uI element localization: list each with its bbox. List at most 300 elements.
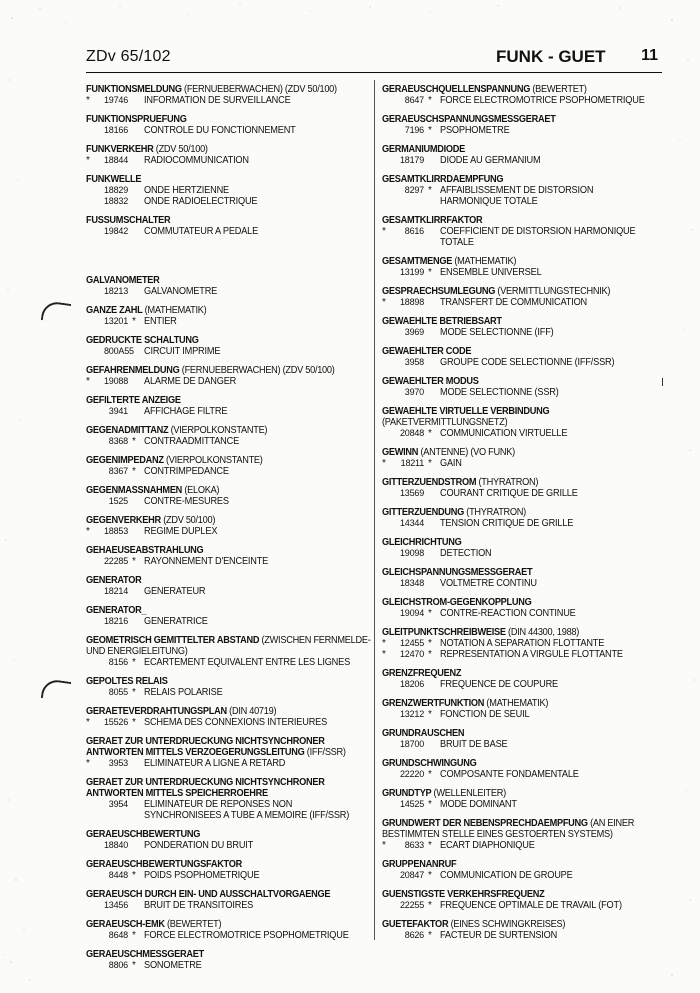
dictionary-entry [86,395,376,417]
french-translation: PONDERATION DU BRUIT [144,840,254,851]
term-text: GESAMTKLIRRDAEMPFUNG [382,174,504,185]
entry-code: 3969 [404,327,424,337]
entry-term [86,365,353,376]
entry-term [86,515,353,526]
dictionary-entry [382,758,672,780]
french-translation: ENTIER [144,316,177,327]
term-text: GERAEUSCHQUELLENSPANNUNG [382,84,531,95]
entry-term [86,335,353,346]
translation-line [382,267,672,278]
translation-line [382,769,672,780]
term-text: GEWAEHLTER CODE [382,346,472,357]
term-text: GEDRUCKTE SCHALTUNG [86,335,199,346]
left-column [86,84,376,979]
dictionary-entry [382,597,672,619]
entry-term [382,447,649,458]
term-context: (MATHEMATIK) [144,305,207,316]
french-translation: CONTRE-MESURES [144,496,229,507]
entry-term [86,114,353,125]
entry-term [382,286,649,297]
dictionary-entry [86,635,376,668]
page-number: 11 [641,47,658,64]
entry-term [86,676,353,687]
asterisk-marker: * [132,687,136,698]
term-text: GRUNDWERT DER NEBENSPRECHDAEMPFUNG [382,818,588,829]
entry-code: 8367 [108,466,128,476]
entry-code: 8626 [404,930,424,940]
star-marker [86,900,104,911]
asterisk-marker [428,357,440,368]
dictionary-entry [382,728,672,750]
asterisk-marker: * [428,649,432,660]
term-text: GUENSTIGSTE VERKEHRSFREQUENZ [382,889,545,900]
translation-line [382,900,672,911]
french-translation: MODE SELECTIONNE (SSR) [440,387,559,398]
term-text: GRUNDSCHWINGUNG [382,758,477,769]
dictionary-entry [86,335,376,357]
entry-code: 18700 [400,739,425,749]
entry-term [382,376,649,387]
asterisk-marker [132,406,144,417]
entry-term [382,728,649,739]
entry-code: 18844 [104,155,129,165]
term-text: GLEICHRICHTUNG [382,537,462,548]
french-translation: AFFAIBLISSEMENT DE DISTORSION HARMONIQUE TOTALE [440,185,594,207]
asterisk-marker [132,196,144,207]
asterisk-marker [428,226,440,248]
star-marker [382,870,400,881]
entry-code: 18853 [104,526,129,536]
entry-code: 18840 [104,840,129,850]
entry-term [382,537,649,548]
star-marker [86,840,104,851]
dictionary-entry [86,305,376,327]
translation-line [86,185,376,196]
french-translation: CONTRE-REACTION CONTINUE [440,608,576,619]
dictionary-entry [382,346,672,368]
term-text: GLEICHSPANNUNGSMESSGERAET [382,567,533,578]
entry-term [382,597,649,608]
dictionary-entry [382,477,672,499]
dictionary-entry [86,515,376,537]
star-marker [86,346,104,357]
term-text: GESAMTKLIRRFAKTOR [382,215,483,226]
entry-code: 20847 [400,870,425,880]
translation-line [86,406,376,417]
term-text: GENERATOR_ [86,605,147,616]
entry-code: 22285 [104,556,129,566]
translation-line [86,226,376,237]
asterisk-marker: * [132,316,136,327]
entry-code: 19088 [104,376,129,386]
star-marker [382,930,400,941]
translation-line [86,870,376,881]
term-text: GERAEUSCH-EMK [86,919,165,930]
dictionary-entry [86,485,376,507]
french-translation: ELIMINATEUR A LIGNE A RETARD [144,758,286,769]
term-text: GEHAEUSEABSTRAHLUNG [86,545,204,556]
term-context: (VIERPOLKONSTANTE) [170,425,268,436]
entry-term [382,758,649,769]
star-marker [86,496,104,507]
entry-term [86,485,353,496]
asterisk-marker [132,900,144,911]
entry-code: 1525 [108,496,128,506]
translation-line [86,616,376,627]
french-translation: ONDE HERTZIENNE [144,185,229,196]
translation-line [382,95,672,106]
term-context: (BEWERTET) [167,919,222,930]
asterisk-marker: * [132,930,136,941]
star-marker [382,518,400,529]
entry-code: 18211 [400,458,424,468]
dictionary-entry [86,889,376,911]
entry-code: 19746 [104,95,129,105]
entry-term [86,889,353,900]
asterisk-marker: * [132,717,136,728]
dictionary-entry [382,256,672,278]
term-text: FUNKTIONSPRUEFUNG [86,114,187,125]
asterisk-marker [132,376,144,387]
french-translation: INFORMATION DE SURVEILLANCE [144,95,291,106]
entry-code: 19094 [400,608,425,618]
entry-code: 8297 [404,185,424,195]
dictionary-entry [382,788,672,810]
document-id: ZDv 65/102 [86,48,171,65]
term-context: (ZDV 50/100) [163,515,216,526]
asterisk-marker: * [132,657,136,668]
french-translation: CIRCUIT IMPRIME [144,346,221,357]
dictionary-entry [86,949,376,971]
dictionary-entry [86,365,376,387]
term-context: (EINES SCHWINGKREISES) [450,919,566,930]
dictionary-entry [382,668,672,690]
translation-line [382,840,672,851]
entry-code: 13569 [400,488,425,498]
dictionary-entry [382,215,672,248]
french-translation: ECARTEMENT EQUIVALENT ENTRE LES LIGNES [144,657,351,668]
star-marker [382,679,400,690]
entry-code: 14344 [400,518,425,528]
entry-code: 18213 [104,286,129,296]
entry-term [86,575,353,586]
entry-code: 18206 [400,679,425,689]
asterisk-marker: * [132,870,136,881]
star-marker: * [382,638,386,649]
star-marker [86,286,104,297]
star-marker: * [86,376,90,387]
asterisk-marker: * [428,458,432,469]
term-text: GEFILTERTE ANZEIGE [86,395,181,406]
dictionary-entry [382,376,672,398]
entry-code: 8806 [108,960,128,970]
term-text: GERAET ZUR UNTERDRUECKUNG NICHTSYNCHRONER ANTWORTEN MITTELS VERZOEGERUNGSLEITUNG [86,736,325,758]
dictionary-entry [86,545,376,567]
margin-bracket-mark [41,678,72,702]
translation-line [86,526,376,537]
entry-term [382,818,675,840]
term-text: GRENZFREQUENZ [382,668,462,679]
entry-term [382,144,649,155]
star-marker [86,556,104,567]
entry-code: 22255 [400,900,425,910]
entry-term [382,316,649,327]
dictionary-entry [382,507,672,529]
star-marker: * [382,458,386,469]
asterisk-marker: * [428,125,432,136]
term-context: (DIN 44300, 1988) [508,627,580,638]
entry-term [382,215,649,226]
star-marker [382,155,400,166]
translation-line [382,548,672,559]
star-marker [382,185,400,207]
french-translation: SCHEMA DES CONNEXIONS INTERIEURES [144,717,328,728]
entry-code: 7196 [404,125,424,135]
page-header [86,46,662,73]
entry-term [382,406,675,428]
term-text: GEFAHRENMELDUNG [86,365,180,376]
dictionary-entry [86,736,376,769]
entry-term [382,859,649,870]
french-translation: ONDE RADIOELECTRIQUE [144,196,258,207]
french-translation: COEFFICIENT DE DISTORSION HARMONIQUE TOTALE [440,226,636,248]
french-translation: CONTROLE DU FONCTIONNEMENT [144,125,296,136]
entry-term [382,889,649,900]
dictionary-entry [382,144,672,166]
star-marker [382,900,400,911]
translation-line [382,327,672,338]
dictionary-entry [86,605,376,627]
asterisk-marker: * [428,95,432,106]
french-translation: NOTATION A SEPARATION FLOTTANTE [440,638,605,649]
entry-term [86,84,353,95]
entry-code: 8616 [404,226,424,236]
entry-term [86,425,353,436]
star-marker [86,870,104,881]
star-marker [86,616,104,627]
star-marker: * [382,840,386,851]
entry-code: 8448 [108,870,128,880]
dictionary-entry [86,575,376,597]
term-text: GRENZWERTFUNKTION [382,698,485,709]
term-text: GERAEUSCH DURCH EIN- UND AUSSCHALTVORGAENGE [86,889,331,900]
term-text: GERAEUSCHSPANNUNGSMESSGERAET [382,114,556,125]
dictionary-entry [382,316,672,338]
french-translation: RADIOCOMMUNICATION [144,155,249,166]
asterisk-marker: * [428,799,432,810]
french-translation: COMMUTATEUR A PEDALE [144,226,259,237]
translation-line [86,930,376,941]
entry-code: 12455 [400,638,425,648]
translation-line [86,196,376,207]
entry-code: 8055 [108,687,128,697]
term-text: GERAEUSCHBEWERTUNGSFAKTOR [86,859,242,870]
star-marker [382,548,400,559]
translation-line [86,286,376,297]
star-marker: * [86,526,90,537]
dictionary-entry [86,275,376,297]
term-text: GLEITPUNKTSCHREIBWEISE [382,627,506,638]
entry-term [86,605,353,616]
star-marker [382,357,400,368]
french-translation: VOLTMETRE CONTINU [440,578,537,589]
entry-term [86,174,353,185]
term-text: GEWINN [382,447,419,458]
asterisk-marker: * [428,709,432,720]
term-text: GERAET ZUR UNTERDRUECKUNG NICHTSYNCHRONER ANTWORTEN MITTELS SPEICHERROEHRE [86,777,325,799]
translation-line [382,458,672,469]
asterisk-marker [132,799,144,821]
dictionary-entry [382,859,672,881]
entry-term [86,736,379,758]
entry-term [382,477,649,488]
star-marker [86,436,104,447]
translation-line [86,586,376,597]
entry-term [86,777,379,799]
term-text: GESPRAECHSUMLEGUNG [382,286,496,297]
term-context: (BEWERTET) [532,84,587,95]
dictionary-entry [86,144,376,166]
asterisk-marker [428,548,440,559]
star-marker [86,125,104,136]
translation-line [86,758,376,769]
asterisk-marker [428,679,440,690]
star-marker [86,687,104,698]
translation-line [382,739,672,750]
entry-code: 18216 [104,616,129,626]
entry-code: 3953 [108,758,128,768]
dictionary-entry [382,567,672,589]
entry-term [86,305,353,316]
term-text: GERAEUSCHMESSGERAET [86,949,204,960]
term-text: FUSSUMSCHALTER [86,215,171,226]
term-context: (IFF/SSR) [306,747,346,758]
star-marker [86,930,104,941]
asterisk-marker: * [428,769,432,780]
term-text: GEWAEHLTE BETRIEBSART [382,316,502,327]
asterisk-marker [132,346,144,357]
entry-code: 22220 [400,769,425,779]
star-marker [86,657,104,668]
french-translation: FORCE ELECTROMOTRICE PSOPHOMETRIQUE [440,95,645,106]
entry-term [86,455,353,466]
term-context: (THYRATRON) [466,507,526,518]
french-translation: COURANT CRITIQUE DE GRILLE [440,488,578,499]
french-translation: DETECTION [440,548,492,559]
entry-code: 3958 [404,357,424,367]
entry-code: 8368 [108,436,128,446]
entry-code: 15526 [104,717,129,727]
star-marker [382,578,400,589]
french-translation: COMPOSANTE FONDAMENTALE [440,769,579,780]
translation-line [382,518,672,529]
dictionary-entry [382,84,672,106]
asterisk-marker [428,518,440,529]
entry-term [382,627,649,638]
term-text: GRUNDRAUSCHEN [382,728,465,739]
french-translation: FREQUENCE DE COUPURE [440,679,558,690]
asterisk-marker [428,155,440,166]
translation-line [382,709,672,720]
translation-line [86,436,376,447]
star-marker [86,586,104,597]
term-text: GRUPPENANRUF [382,859,457,870]
french-translation: TENSION CRITIQUE DE GRILLE [440,518,574,529]
star-marker [86,466,104,477]
translation-line [86,799,376,821]
entry-term [382,256,649,267]
star-marker: * [382,297,386,308]
entry-code: 19842 [104,226,129,236]
term-text: GITTERZUENDUNG [382,507,465,518]
french-translation: ENSEMBLE UNIVERSEL [440,267,542,278]
star-marker [382,769,400,780]
star-marker [382,125,400,136]
translation-line [382,799,672,810]
term-context: (ZDV 50/100) [155,144,208,155]
entry-code: 3954 [108,799,128,809]
term-text: GESAMTMENGE [382,256,453,267]
asterisk-marker: * [428,428,432,439]
asterisk-marker [132,155,144,166]
translation-line [382,578,672,589]
dictionary-entry [86,777,376,821]
french-translation: PSOPHOMETRE [440,125,510,136]
entry-term [86,859,353,870]
translation-line [86,376,376,387]
star-marker [382,799,400,810]
entry-term [86,545,353,556]
dictionary-entry [86,919,376,941]
dictionary-entry [86,859,376,881]
entry-code: 8156 [108,657,128,667]
star-marker [382,267,400,278]
entry-code: 13212 [400,709,425,719]
french-translation: GALVANOMETRE [144,286,218,297]
term-text: GEGENADMITTANZ [86,425,169,436]
term-text: GANZE ZAHL [86,305,143,316]
translation-line [382,649,672,660]
entry-code: 3970 [404,387,424,397]
term-text: GEOMETRISCH GEMITTELTER ABSTAND [86,635,260,646]
entry-code: 8647 [404,95,424,105]
entry-code: 19098 [400,548,425,558]
entry-term [86,635,379,657]
term-context: (ANTENNE) (VO FUNK) [420,447,515,458]
term-text: GEWAEHLTE VIRTUELLE VERBINDUNG [382,406,550,417]
french-translation: GAIN [440,458,462,469]
dictionary-entry [382,114,672,136]
translation-line [382,488,672,499]
entry-term [86,215,353,226]
entry-code: 13456 [104,900,129,910]
translation-line [382,155,672,166]
entry-code: 8633 [404,840,424,850]
translation-line [382,870,672,881]
asterisk-marker [132,95,144,106]
star-marker [382,608,400,619]
french-translation: DIODE AU GERMANIUM [440,155,541,166]
entry-term [86,706,353,717]
star-marker [86,799,104,821]
dictionary-entry [382,174,672,207]
dictionary-entry [382,818,672,851]
french-translation: COMMUNICATION DE GROUPE [440,870,573,881]
translation-line [382,297,672,308]
entry-code: 8648 [108,930,128,940]
translation-line [86,960,376,971]
term-context: (MATHEMATIK) [486,698,549,709]
